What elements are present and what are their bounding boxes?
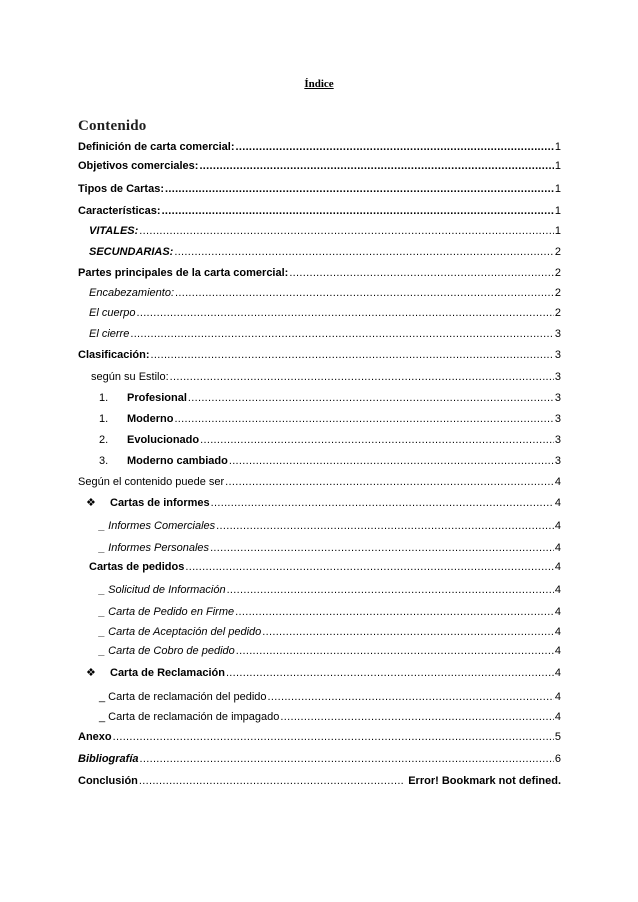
toc-entry-page: 4 [554, 667, 561, 679]
toc-leader-dots [151, 347, 554, 363]
toc-leader-dots [216, 518, 554, 534]
toc-entry-label: Bibliografía [78, 753, 139, 765]
toc-entry-page: 4 [554, 497, 561, 509]
toc-entry-page: 2 [554, 307, 561, 319]
toc-entry-label: _ Carta de Aceptación del pedido [99, 626, 262, 638]
toc-entry[interactable] [99, 582, 561, 598]
toc-entry[interactable] [78, 265, 561, 281]
toc-entry-page: 4 [554, 542, 561, 554]
toc-entry-page: 3 [554, 413, 561, 425]
toc-leader-dots [210, 540, 554, 556]
toc-entry-label: Conclusión [78, 775, 138, 787]
toc-leader-dots [229, 453, 554, 469]
toc-entry[interactable] [89, 326, 561, 342]
toc-entry-label: Cartas de informes [110, 497, 210, 509]
toc-entry-label: _ Carta de Pedido en Firme [99, 606, 235, 618]
toc-entry-page: 3 [554, 349, 561, 361]
toc-entry-number: 1. [99, 413, 109, 425]
toc-entry-page: 4 [554, 584, 561, 596]
toc-leader-dots [165, 181, 554, 197]
toc-leader-dots [139, 223, 554, 239]
toc-entry-label: Clasificación: [78, 349, 150, 361]
toc-entry-label: SECUNDARIAS: [89, 246, 174, 258]
toc-entry-page: 1 [554, 160, 561, 172]
toc-leader-dots [235, 604, 554, 620]
toc-entry[interactable] [86, 665, 561, 681]
toc-leader-dots [174, 244, 554, 260]
toc-leader-dots [268, 689, 554, 705]
toc-entry[interactable] [89, 244, 561, 260]
toc-entry-label: _ Carta de reclamación del pedido [99, 691, 267, 703]
toc-entry[interactable] [99, 453, 561, 469]
toc-entry-page: 2 [554, 246, 561, 258]
toc-leader-dots [280, 709, 553, 725]
toc-entry-number: 2. [99, 434, 109, 446]
bookmark-error: Error! Bookmark not defined. [408, 775, 561, 787]
toc-entry[interactable] [78, 139, 561, 155]
toc-entry[interactable] [89, 223, 561, 239]
toc-entry-page: 1 [554, 225, 561, 237]
toc-entry-label: _ Informes Personales [99, 542, 210, 554]
toc-leader-dots [170, 369, 554, 385]
toc-leader-dots [236, 643, 554, 659]
toc-entry-page: 3 [554, 455, 561, 467]
toc-leader-dots [185, 559, 554, 575]
toc-entry-page: 4 [554, 626, 561, 638]
toc-entry-label: Según el contenido puede ser [78, 476, 225, 488]
toc-leader-dots [236, 139, 554, 155]
toc-entry-page: 4 [554, 606, 561, 618]
toc-entry-page: 4 [554, 561, 561, 573]
toc-entry-label: El cierre [89, 328, 130, 340]
toc-entry-page: 4 [554, 520, 561, 532]
toc-leader-dots [140, 751, 554, 767]
toc-entry[interactable] [89, 285, 561, 301]
toc-entry-page: 4 [554, 691, 561, 703]
toc-entry-page: 5 [554, 731, 561, 743]
toc-entry-label: Evolucionado [127, 434, 200, 446]
toc-entry-label: Partes principales de la carta comercial: [78, 267, 289, 279]
toc-entry[interactable] [78, 773, 561, 789]
toc-entry[interactable] [89, 559, 561, 575]
toc-leader-dots [130, 326, 554, 342]
toc-entry-page: 6 [554, 753, 561, 765]
toc-entry[interactable] [99, 518, 561, 534]
toc-entry-label: VITALES: [89, 225, 139, 237]
toc-entry-label: Anexo [78, 731, 112, 743]
toc-entry-label: _ Informes Comerciales [99, 520, 216, 532]
toc-leader-dots [113, 729, 554, 745]
toc-entry-label: El cuerpo [89, 307, 136, 319]
toc-entry-page: 3 [554, 434, 561, 446]
toc-leader-dots [227, 582, 554, 598]
toc-entry[interactable] [99, 390, 561, 406]
toc-entry-label: según su Estilo: [91, 371, 169, 383]
toc-entry-label: Encabezamiento: [89, 287, 174, 299]
toc-leader-dots [174, 411, 553, 427]
toc-heading: Contenido [78, 118, 147, 134]
toc-entry[interactable] [78, 751, 561, 767]
toc-entry[interactable] [78, 181, 561, 197]
toc-entry[interactable] [99, 411, 561, 427]
toc-entry-label: Profesional [127, 392, 187, 404]
toc-entry[interactable] [99, 432, 561, 448]
toc-entry-page: 4 [554, 645, 561, 657]
toc-leader-dots [211, 495, 554, 511]
index-title: Índice [304, 78, 334, 90]
toc-entry-page: 2 [554, 267, 561, 279]
toc-entry[interactable] [78, 158, 561, 174]
toc-leader-dots [162, 203, 554, 219]
toc-entry-number: 1. [99, 392, 109, 404]
toc-entry[interactable] [78, 347, 561, 363]
toc-leader-dots [289, 265, 554, 281]
toc-entry[interactable] [99, 689, 561, 705]
toc-entry-page: 1 [554, 141, 561, 153]
toc-entry-page: 4 [554, 476, 561, 488]
toc-entry-label: Características: [78, 205, 161, 217]
toc-leader-dots [226, 665, 554, 681]
toc-entry-label: _ Solicitud de Información [99, 584, 226, 596]
toc-entry[interactable] [99, 624, 561, 640]
toc-leader-dots [175, 285, 554, 301]
toc-entry[interactable] [99, 540, 561, 556]
toc-entry-label: Cartas de pedidos [89, 561, 185, 573]
toc-leader-dots [136, 305, 553, 321]
toc-leader-dots [188, 390, 554, 406]
toc-entry[interactable] [86, 495, 561, 511]
toc-entry-label: Objetivos comerciales: [78, 160, 199, 172]
toc-entry-label: Carta de Reclamación [110, 667, 225, 679]
toc-entry[interactable] [78, 729, 561, 745]
toc-entry[interactable] [99, 604, 561, 620]
toc-entry-label: _ Carta de Cobro de pedido [99, 645, 235, 657]
toc-entry-label: Moderno [127, 413, 174, 425]
toc-entry-label: Moderno cambiado [127, 455, 228, 467]
toc-entry[interactable] [91, 369, 561, 385]
diamond-bullet-icon: ❖ [86, 667, 96, 679]
toc-entry[interactable] [78, 203, 561, 219]
toc-entry-label: Tipos de Cartas: [78, 183, 164, 195]
toc-entry-number: 3. [99, 455, 109, 467]
toc-entry-label: _ Carta de reclamación de impagado [99, 711, 280, 723]
toc-entry[interactable] [78, 474, 561, 490]
toc-entry[interactable] [99, 643, 561, 659]
toc-entry-page: 3 [554, 328, 561, 340]
toc-entry-page: 4 [554, 711, 561, 723]
toc-leader-dots [262, 624, 554, 640]
toc-entry-page: 3 [554, 392, 561, 404]
toc-entry[interactable] [89, 305, 561, 321]
toc-entry-page: 2 [554, 287, 561, 299]
toc-entry-page: 1 [554, 183, 561, 195]
toc-entry-page: 1 [554, 205, 561, 217]
toc-leader-dots [199, 158, 553, 174]
toc-leader-dots [225, 474, 554, 490]
toc-entry[interactable] [99, 709, 561, 725]
toc-entry-page: 3 [554, 371, 561, 383]
diamond-bullet-icon: ❖ [86, 497, 96, 509]
toc-entry-label: Definición de carta comercial: [78, 141, 235, 153]
toc-leader-dots [139, 773, 404, 789]
toc-leader-dots [200, 432, 554, 448]
